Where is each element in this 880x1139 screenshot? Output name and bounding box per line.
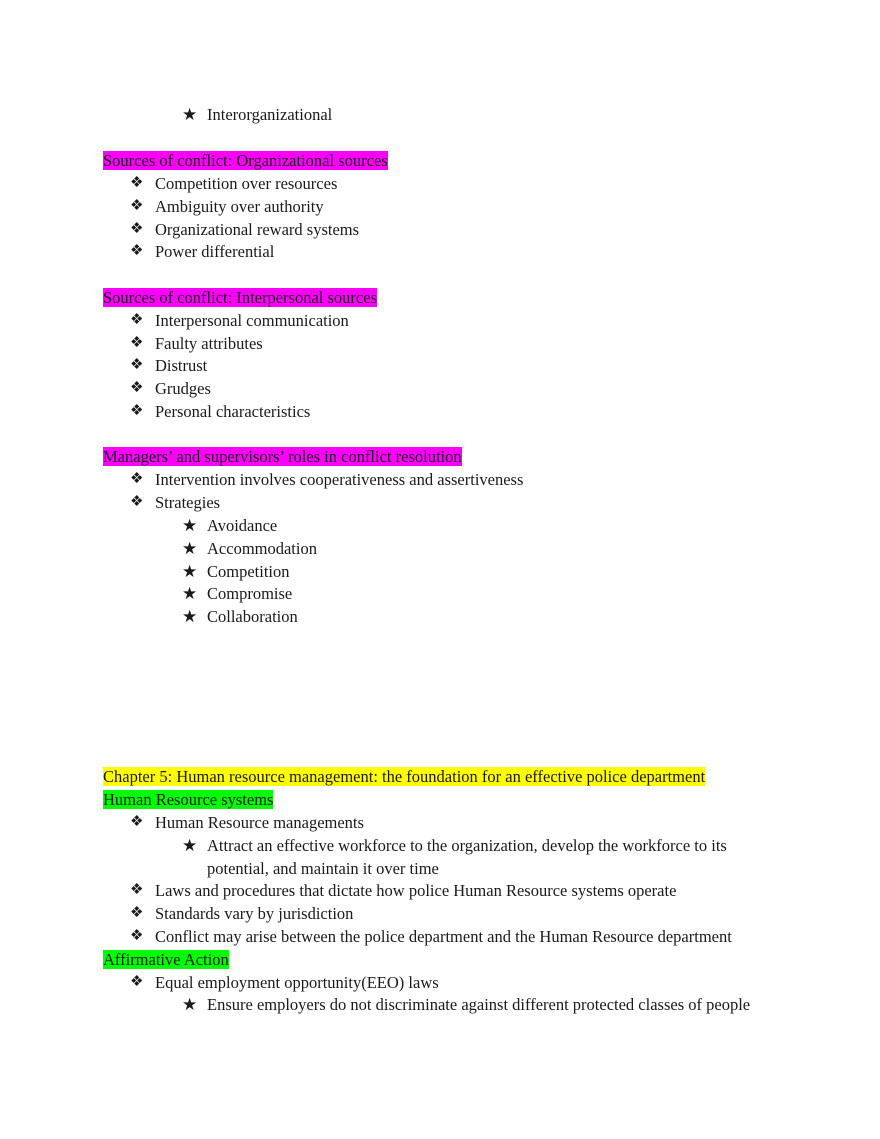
list-item-text: Interorganizational (207, 105, 333, 124)
diamond-bullet-icon: ❖ (130, 221, 144, 237)
list-item: ❖ Interpersonal communication (130, 311, 349, 330)
heading-text: Human Resource systems (103, 790, 274, 809)
list-item: ★ Avoidance (182, 516, 278, 535)
diamond-bullet-icon: ❖ (130, 380, 144, 396)
star-bullet-icon: ★ (182, 516, 198, 535)
list-item: ❖ Human Resource managements (130, 813, 364, 832)
star-bullet-icon: ★ (182, 836, 198, 855)
list-item: ❖ Personal characteristics (130, 402, 311, 421)
list-item: ★ Compromise (182, 584, 293, 603)
list-item: ❖ Distrust (130, 356, 208, 375)
star-bullet-icon: ★ (182, 995, 198, 1014)
diamond-bullet-icon: ❖ (130, 905, 144, 921)
star-bullet-icon: ★ (182, 584, 198, 603)
section-heading-interpersonal (103, 286, 377, 309)
list-item-continuation: potential, and maintain it over time (207, 859, 439, 878)
heading-text: Managers’ and supervisors’ roles in conflict resolution (103, 447, 462, 466)
diamond-bullet-icon: ❖ (130, 335, 144, 351)
list-item (182, 103, 333, 126)
list-item: ❖ Standards vary by jurisdiction (130, 904, 354, 923)
list-item: ❖ Organizational reward systems (130, 220, 360, 239)
section-heading-organizational (103, 149, 388, 172)
diamond-bullet-icon: ❖ (130, 312, 144, 328)
heading-text: Affirmative Action (103, 950, 229, 969)
chapter-title (103, 765, 705, 788)
list-item: ❖ Equal employment opportunity(EEO) laws (130, 973, 439, 992)
diamond-bullet-icon: ❖ (130, 243, 144, 259)
list-item: ❖ Grudges (130, 379, 211, 398)
diamond-bullet-icon: ❖ (130, 928, 144, 944)
diamond-bullet-icon: ❖ (130, 882, 144, 898)
list-item: ❖ Power differential (130, 242, 275, 261)
heading-text: Sources of conflict: Interpersonal sources (103, 288, 377, 307)
diamond-bullet-icon: ❖ (130, 814, 144, 830)
star-bullet-icon: ★ (182, 562, 198, 581)
heading-text: Sources of conflict: Organizational sources (103, 151, 388, 170)
list-item: ❖ Conflict may arise between the police department and the Human Resource department (130, 927, 732, 946)
list-item: ★ Competition (182, 562, 290, 581)
list-item: ❖ Laws and procedures that dictate how police Human Resource systems operate (130, 881, 677, 900)
star-bullet-icon: ★ (182, 607, 198, 626)
diamond-bullet-icon: ❖ (130, 175, 144, 191)
list-item: ❖ Ambiguity over authority (130, 197, 324, 216)
list-item: ❖ Faulty attributes (130, 334, 263, 353)
star-bullet-icon: ★ (182, 105, 198, 124)
list-item: ❖ Competition over resources (130, 174, 338, 193)
section-heading-hr-systems (103, 788, 273, 811)
diamond-bullet-icon: ❖ (130, 494, 144, 510)
diamond-bullet-icon: ❖ (130, 198, 144, 214)
section-heading-affirmative-action (103, 948, 229, 971)
list-item: ❖ Intervention involves cooperativeness and assertiveness (130, 470, 524, 489)
section-heading-managers (103, 445, 462, 468)
list-item: ★ Accommodation (182, 539, 317, 558)
list-item: ❖ Strategies (130, 493, 221, 512)
diamond-bullet-icon: ❖ (130, 357, 144, 373)
list-item: ★ Collaboration (182, 607, 298, 626)
diamond-bullet-icon: ❖ (130, 974, 144, 990)
list-item: ★ Attract an effective workforce to the organization, develop the workforce to its (182, 836, 727, 855)
diamond-bullet-icon: ❖ (130, 471, 144, 487)
diamond-bullet-icon: ❖ (130, 403, 144, 419)
star-bullet-icon: ★ (182, 539, 198, 558)
chapter-title-text: Chapter 5: Human resource management: the foundation for an effective police department (103, 767, 706, 786)
list-item: ★ Ensure employers do not discriminate against different protected classes of people (182, 995, 751, 1014)
